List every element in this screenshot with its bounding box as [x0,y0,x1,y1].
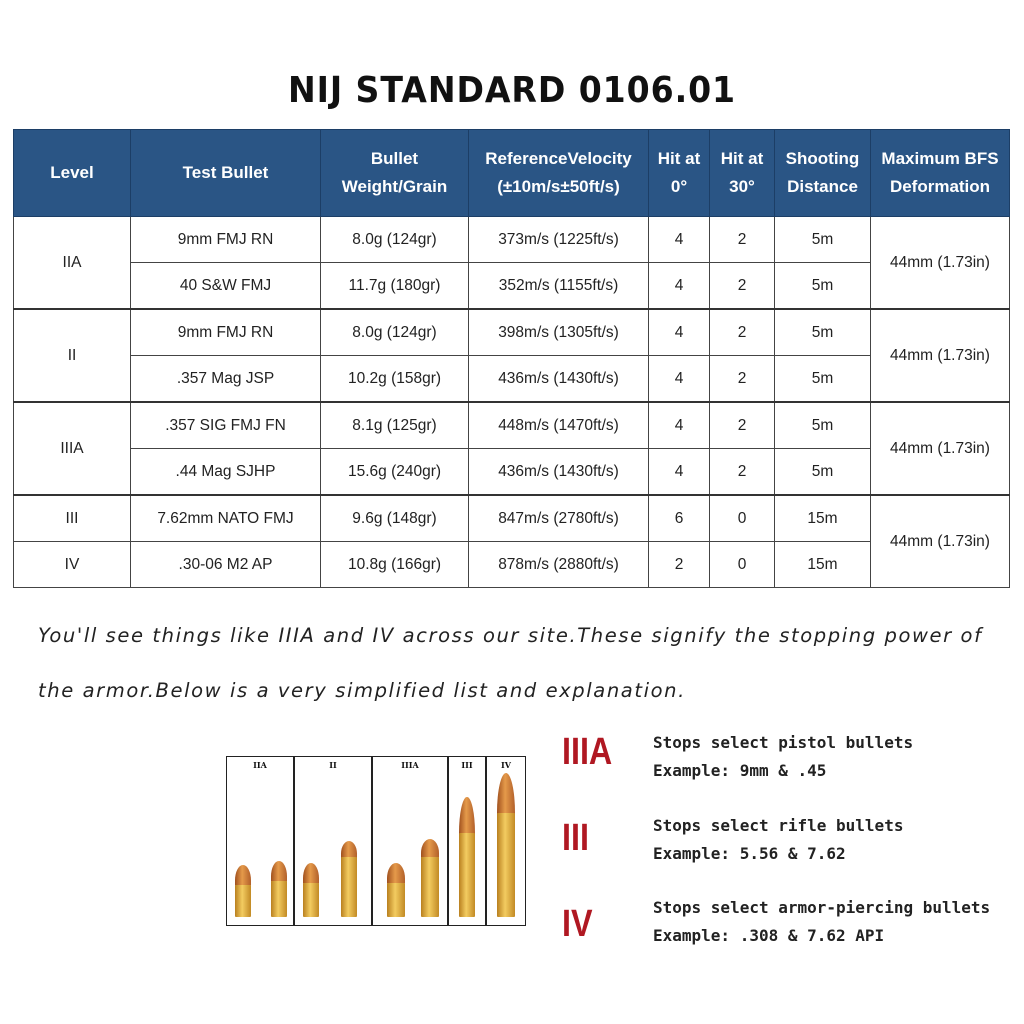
weight-cell: 11.7g (180gr) [321,263,469,310]
hit30-cell: 2 [710,263,775,310]
hit30-cell: 2 [710,356,775,403]
hit30-cell: 2 [710,449,775,496]
bfs-cell: 44mm (1.73in) [871,402,1010,495]
test-bullet-cell: 9mm FMJ RN [131,217,321,263]
level-iii-example: Example: 5.56 & 7.62 [653,844,846,863]
distance-cell: 15m [775,542,871,588]
photo-label-iia: IIA [253,760,267,770]
intro-paragraph-line-2: the armor.Below is a very simplified list and explanation. [38,679,686,702]
test-bullet-cell: .357 Mag JSP [131,356,321,403]
bfs-cell: 44mm (1.73in) [871,495,1010,588]
bullet-icon [497,773,515,917]
photo-column-ii [295,757,373,925]
photo-label-ii: II [329,760,337,770]
velocity-cell: 436m/s (1430ft/s) [469,449,649,496]
table-row [14,263,1010,310]
bullet-comparison-photo [226,756,526,926]
bullet-icon [271,861,287,917]
test-bullet-cell: .357 SIG FMJ FN [131,402,321,449]
hit30-cell: 2 [710,402,775,449]
hit0-cell: 4 [649,449,710,496]
photo-label-iv: IV [501,760,511,770]
photo-column-iiia [373,757,449,925]
table-row [14,495,1010,542]
weight-cell: 8.0g (124gr) [321,309,469,356]
hit0-cell: 4 [649,309,710,356]
bfs-cell: 44mm (1.73in) [871,309,1010,402]
photo-column-iv [487,757,525,925]
velocity-cell: 847m/s (2780ft/s) [469,495,649,542]
level-cell: IV [14,542,131,588]
level-iii-heading: III [562,817,589,859]
test-bullet-cell: .44 Mag SJHP [131,449,321,496]
table-header-row [14,130,1010,217]
distance-cell: 5m [775,356,871,403]
table-row [14,449,1010,496]
header-test-bullet: Test Bullet [131,130,321,217]
level-iv-heading: IV [562,903,593,945]
bullet-icon [387,863,405,917]
level-iv-description [653,894,990,950]
distance-cell: 5m [775,402,871,449]
test-bullet-cell: 40 S&W FMJ [131,263,321,310]
hit0-cell: 2 [649,542,710,588]
header-level: Level [14,130,131,217]
level-cell: III [14,495,131,542]
hit30-cell: 0 [710,495,775,542]
table-row [14,542,1010,588]
test-bullet-cell: 7.62mm NATO FMJ [131,495,321,542]
nij-standard-table [13,129,1010,588]
intro-paragraph-line-1: You'll see things like IIIA and IV across our site.These signify the stopping power of [38,624,983,647]
photo-label-iiia: IIIA [401,760,419,770]
distance-cell: 5m [775,217,871,263]
distance-cell: 5m [775,449,871,496]
level-iv-stops: Stops select armor-piercing bullets [653,898,991,917]
photo-column-iia [227,757,295,925]
bullet-icon [235,865,251,917]
hit0-cell: 4 [649,402,710,449]
distance-cell: 5m [775,309,871,356]
level-iv-example: Example: .308 & 7.62 API [653,926,885,945]
level-cell: IIA [14,217,131,310]
velocity-cell: 398m/s (1305ft/s) [469,309,649,356]
bullet-icon [341,841,357,917]
hit30-cell: 2 [710,309,775,356]
level-iiia-heading: IIIA [562,731,613,773]
hit30-cell: 2 [710,217,775,263]
level-iii-stops: Stops select rifle bullets [653,816,904,835]
table-row [14,217,1010,263]
header-hit-30: Hit at 30° [710,130,775,217]
velocity-cell: 436m/s (1430ft/s) [469,356,649,403]
distance-cell: 5m [775,263,871,310]
weight-cell: 8.0g (124gr) [321,217,469,263]
header-reference-velocity: ReferenceVelocity (±10m/s±50ft/s) [469,130,649,217]
hit0-cell: 4 [649,263,710,310]
table-row [14,402,1010,449]
weight-cell: 15.6g (240gr) [321,449,469,496]
photo-label-iii: III [461,760,473,770]
table-row [14,356,1010,403]
weight-cell: 8.1g (125gr) [321,402,469,449]
header-bullet-weight: Bullet Weight/Grain [321,130,469,217]
header-hit-0: Hit at 0° [649,130,710,217]
bullet-icon [421,839,439,917]
header-max-bfs: Maximum BFS Deformation [871,130,1010,217]
distance-cell: 15m [775,495,871,542]
level-iii-description [653,812,903,868]
bullet-icon [303,863,319,917]
level-iiia-description [653,729,913,785]
bullet-icon [459,797,475,917]
bfs-cell: 44mm (1.73in) [871,217,1010,310]
velocity-cell: 878m/s (2880ft/s) [469,542,649,588]
hit0-cell: 4 [649,356,710,403]
weight-cell: 9.6g (148gr) [321,495,469,542]
hit0-cell: 6 [649,495,710,542]
table-row [14,309,1010,356]
weight-cell: 10.8g (166gr) [321,542,469,588]
velocity-cell: 373m/s (1225ft/s) [469,217,649,263]
test-bullet-cell: .30-06 M2 AP [131,542,321,588]
hit30-cell: 0 [710,542,775,588]
hit0-cell: 4 [649,217,710,263]
photo-column-iii [449,757,487,925]
level-cell: II [14,309,131,402]
weight-cell: 10.2g (158gr) [321,356,469,403]
level-iiia-stops: Stops select pistol bullets [653,733,914,752]
level-iiia-example: Example: 9mm & .45 [653,761,827,780]
velocity-cell: 352m/s (1155ft/s) [469,263,649,310]
level-cell: IIIA [14,402,131,495]
velocity-cell: 448m/s (1470ft/s) [469,402,649,449]
page-title: NIJ STANDARD 0106.01 [287,70,737,111]
test-bullet-cell: 9mm FMJ RN [131,309,321,356]
header-shooting-distance: Shooting Distance [775,130,871,217]
